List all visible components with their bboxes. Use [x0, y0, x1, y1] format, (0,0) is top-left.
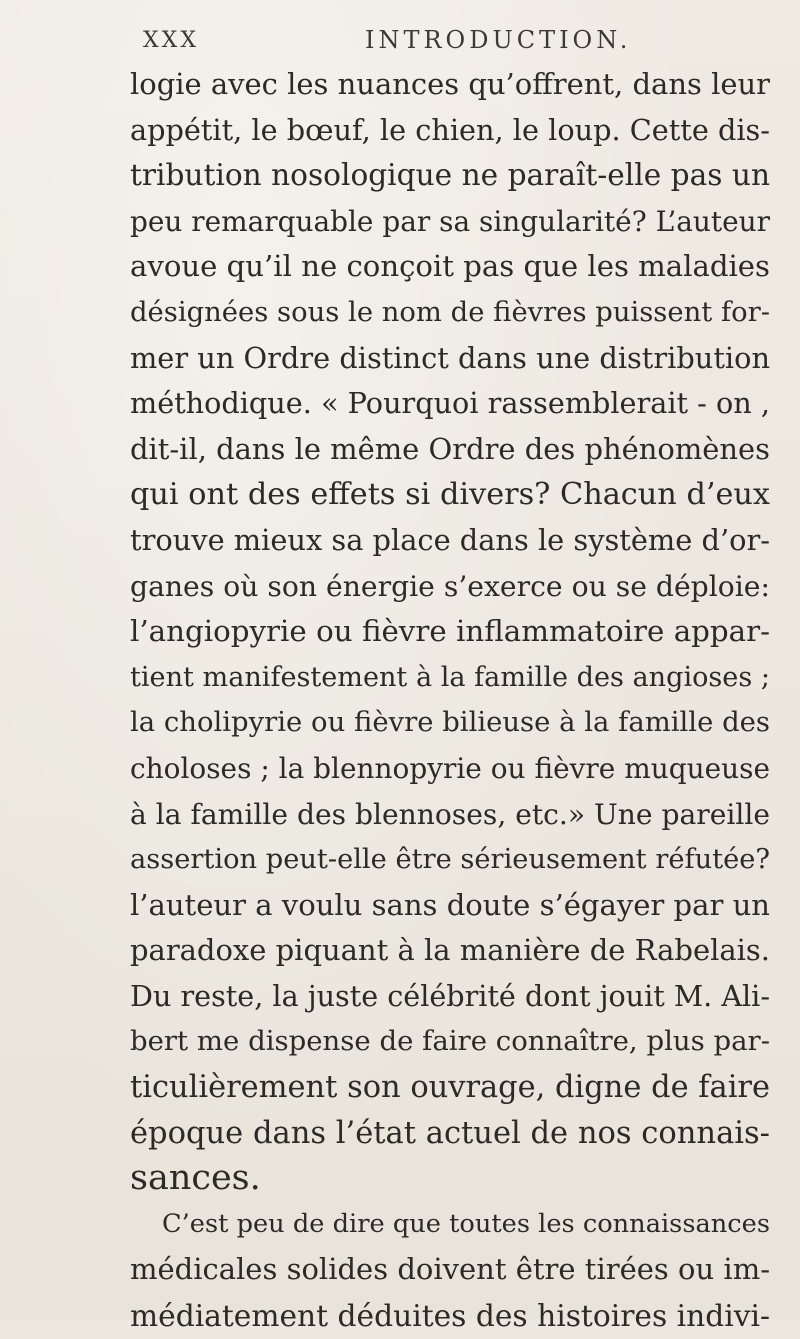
text-line: appétit, le bœuf, le chien, le loup. Cette dis- [130, 112, 770, 147]
text-line: C’est peu de dire que toutes les connaissances [162, 1208, 770, 1239]
text-line: logie avec les nuances qu’offrent, dans leur [130, 67, 770, 101]
text-line: qui ont des effets si divers? Chacun d’eux [130, 477, 770, 513]
text-line: tient manifestement à la famille des angioses ; [130, 661, 770, 693]
running-title: INTRODUCTION. [365, 26, 632, 54]
text-line: trouve mieux sa place dans le système d’or- [130, 522, 770, 557]
text-line: l’auteur a voulu sans doute s’égayer par un [130, 887, 770, 922]
text-line: la cholipyrie ou fièvre bilieuse à la famille des [130, 707, 770, 739]
text-line: mer un Ordre distinct dans une distribution [130, 340, 770, 375]
text-line: l’angiopyrie ou fièvre inflammatoire appar- [130, 614, 770, 649]
text-line: ticulièrement son ouvrage, digne de faire [130, 1070, 770, 1106]
text-line: tribution nosologique ne paraît-elle pas un [130, 158, 770, 193]
text-line: choloses ; la blennopyrie ou fièvre muqueuse [130, 751, 770, 785]
text-line: sances. [130, 1158, 261, 1199]
text-line: dit-il, dans le même Ordre des phénomènes [130, 431, 770, 466]
page-number: XXX [143, 28, 199, 53]
body-text [130, 62, 770, 1339]
text-line: peu remarquable par sa singularité? L’auteur [130, 204, 770, 238]
text-line: à la famille des blennoses, etc.» Une pareille [130, 797, 770, 831]
text-line: ganes où son énergie s’exerce ou se déploie: [130, 569, 770, 603]
text-line: médiatement déduites des histoires indivi- [130, 1298, 770, 1334]
text-line: époque dans l’état actuel de nos connais- [130, 1115, 770, 1151]
text-line: Du reste, la juste célébrité dont jouit M. Ali- [130, 978, 770, 1013]
text-line: désignées sous le nom de fièvres puissent for- [130, 296, 770, 328]
text-line: bert me dispense de faire connaître, plus par- [130, 1025, 770, 1058]
text-line: avoue qu’il ne conçoit pas que les maladies [130, 249, 770, 284]
text-line: assertion peut-elle être sérieusement réfutée? [130, 844, 770, 876]
running-head [0, 18, 800, 58]
text-line: paradoxe piquant à la manière de Rabelais. [130, 933, 770, 968]
text-line: médicales solides doivent être tirées ou im- [130, 1252, 770, 1287]
text-line: méthodique. « Pourquoi rassemblerait - on , [130, 386, 770, 421]
